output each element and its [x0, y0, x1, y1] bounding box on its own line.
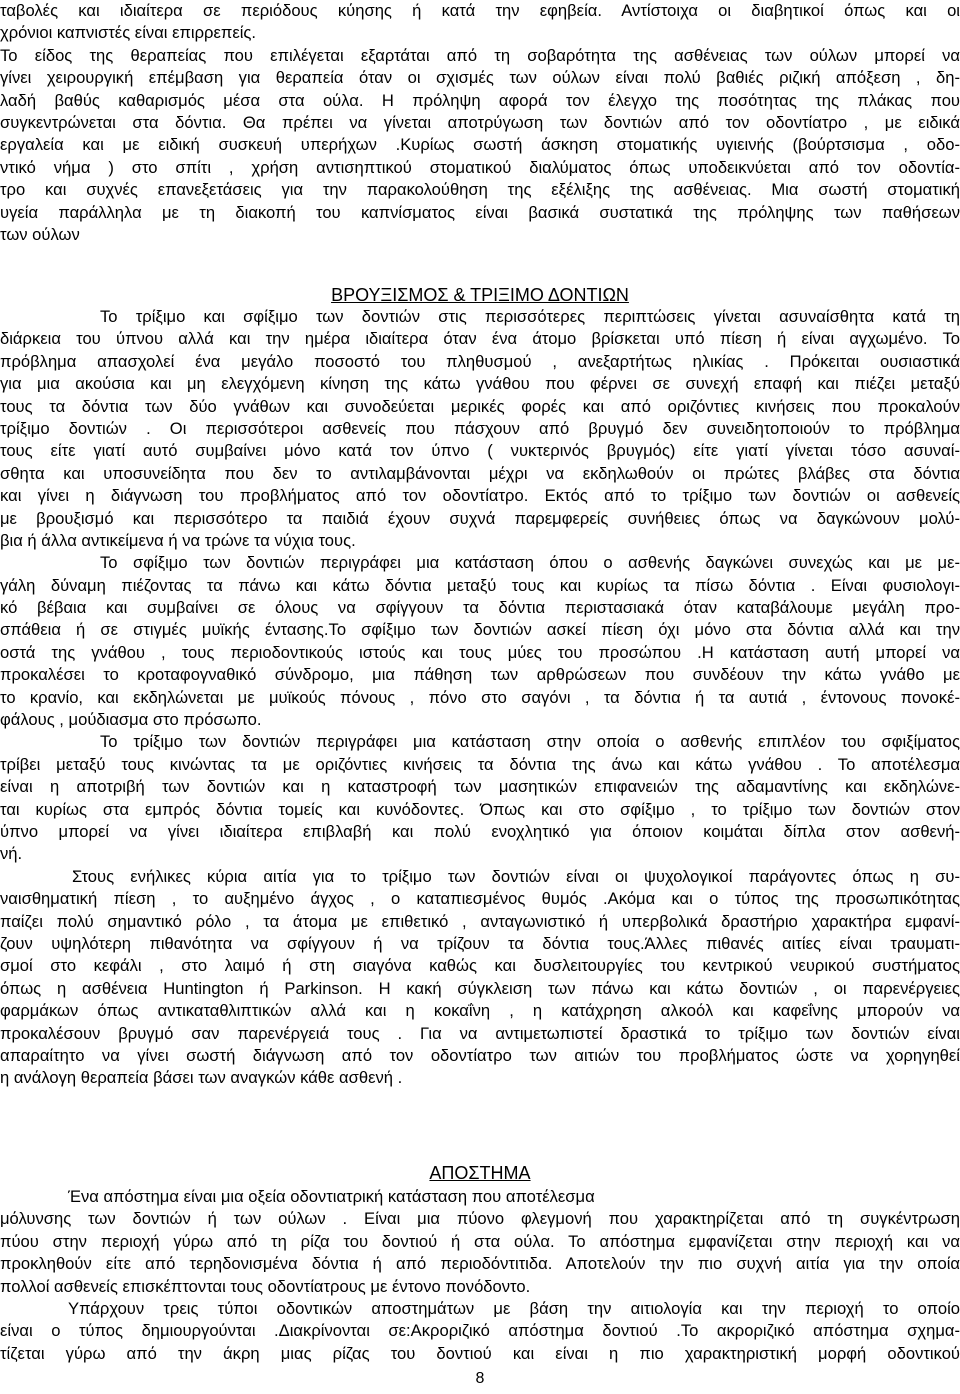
text-line: ναισθηματική πίεση , το αυξημένο άγχος , ο καταπιεσμένος θυμός .Ακόμα και ο τύπος της προσωπικότητας	[0, 889, 960, 909]
text-line: κό βέβαια και συμβαίνει σε όλους να σφίγγουν τα δόντια περιστασιακά όταν καταβάλουμε μεγάλη προ-	[0, 598, 960, 618]
text-line: ζουν υψηλότερη πιθανότητα να σφίγγουν ή να τρίζουν τα δόντια τους.Άλλες πιθανές αιτίες είναι τραυματι-	[0, 933, 960, 953]
text-line: λαδή βαθύς καθαρισμός μέσα στα ούλα. Η πρόληψη αφορά τον έλεγχο της ποσότητας της πλάκας που	[0, 90, 960, 110]
text-line: και γίνει η διάγνωση του προβλήματος από τον οδοντίατρο. Εκτός από το τρίξιμο των δοντιών οι ασθενείς	[0, 486, 960, 506]
text-line: σθητα και υποσυνείδητα που δεν το αντιλαμβάνονται μέχρι να εκδηλωθούν οι πρώτες βλάβες στα δόντια	[0, 463, 960, 483]
text-line: ντικό νήμα ) στο σπίτι , χρήση αντισηπτικού στοματικού διαλύματος όπως υποδεικνύεται από τον οδοντία-	[0, 157, 960, 177]
text-line: Το σφίξιμο των δοντιών περιγράφει μια κατάσταση όπου ο ασθενής δαγκώνει συνεχώς και με με-	[100, 553, 960, 573]
intro-paragraph	[0, 0, 960, 45]
text-line: προκληθούν είτε από τερηδονισμένα δόντια ή από περιοδόντιτιδα. Αποτελούν την πιο συχνή αιτία για την οποία	[0, 1254, 960, 1274]
text-line: είναι ο τύπος δημιουργούνται .Διακρίνονται σε:Ακροριζικό απόστημα δοντιού .Το ακροριζικό απόστημα σχημα-	[0, 1321, 960, 1341]
page-number: 8	[475, 1370, 485, 1387]
text-line: βια ή άλλα αντικείμενα ή να τρώνε τα νύχια τους.	[0, 530, 356, 550]
periodontal-paragraph	[0, 45, 960, 247]
text-line: φάλους , μούδιασμα στο πρόσωπο.	[0, 710, 262, 730]
text-line: Υπάρχουν τρεις τύποι οδοντικών αποστημάτων με βάση την αιτιολογία και την περιοχή το οποίο	[68, 1298, 960, 1318]
text-line: νή.	[0, 844, 23, 864]
text-line: ταβολές και ιδιαίτερα σε περιόδους κύησης ή κατά την εφηβεία. Αντίστοιχα οι διαβητικοί όπως και οι	[0, 1, 960, 20]
text-line: Το τρίξιμο και σφίξιμο των δοντιών στις περισσότερες περιπτώσεις γίνεται ασυναίσθητα κατά τη	[100, 307, 960, 326]
text-line: με βρουξισμό και περισσότερο τα παιδιά έχουν συχνά παρεμφερείς συνήθειες όπως να δαγκώνουν μολύ-	[0, 508, 960, 528]
abscess-heading: ΑΠΟΣΤΗΜΑ	[429, 1163, 531, 1183]
text-line: οστά της γνάθου , τους περιοδοντικούς ιστούς και τους μύες του προσώπου .Η κατάσταση αυτή μπορεί να	[0, 642, 960, 662]
text-line: τίζεται γύρω από την άκρη μιας ρίζας του δοντιού και είναι η πιο χαρακτηριστική μορφή οδοντικού	[0, 1343, 960, 1363]
bruxism-section	[0, 306, 960, 1090]
text-line: τρο και συχνές επανεξετάσεις για την παρακολούθηση της εξέλιξης της ασθένειας. Μια σωστή στοματική	[0, 180, 960, 200]
bruxism-heading: ΒΡΟΥΞΙΣΜΟΣ & ΤΡΙΞΙΜΟ ΔΟΝΤΙΩΝ	[331, 285, 629, 305]
text-line: πολλοί ασθενείς επισκέπτονται τους οδοντίατρους με έντονο πονόδοντο.	[0, 1276, 531, 1296]
text-line: μόλυνσης των δοντιών ή των ούλων . Είναι μια πύονο φλεγμονή που χαρακτηρίζεται από τη συγκέντρωση	[0, 1209, 960, 1229]
text-line: η ανάλογη θεραπεία βάσει των αναγκών κάθε ασθενή .	[0, 1068, 403, 1088]
text-line: σπάθεια ή σε στιγμές μυϊκής έντασης.Το σφίξιμο των δοντιών ασκεί πίεση όχι μόνο στα δόντια αλλά και την	[0, 620, 960, 640]
text-line: ται κυρίως στα εμπρός δόντια τομείς και κυνόδοντες. Όπως και στο σφίξιμο , το τρίξιμο των δοντιών στον	[0, 799, 960, 819]
text-line: ύπνο μπορεί να γίνει ιδιαίτερα επιβλαβή και πολύ ενοχλητικό για όποιον κοιμάται δίπλα στον ασθενή-	[0, 821, 960, 841]
text-line: γάλη δύναμη πιέζοντας τα πάνω και κάτω δόντια μεταξύ τους και κυρίως τα πίσω δόντια . Είναι φυσιολογι-	[0, 575, 960, 595]
text-line: των ούλων	[0, 224, 80, 244]
text-line: προκαλέσουν βρυγμό σαν παρενέργειά τους . Για να αντιμετωπιστεί δραστικά το τρίξιμο των δοντιών είναι	[0, 1023, 960, 1043]
text-line: προκαλέσει το κροταφογναθικό σύνδρομο, μια πάθηση των αρθρώσεων που συνδέουν την κάτω γνάθο με	[0, 665, 960, 685]
text-line: τρίξιμο δοντιών . Οι περισσότεροι ασθενείς που πάσχουν από βρυγμό δεν συνειδητοποιούν το πρόβλημα	[0, 418, 960, 438]
text-line: Στους ενήλικες κύρια αιτία για το τρίξιμο των δοντιών είναι οι ψυχολογικοί παράγοντες όπως η συ-	[72, 866, 960, 886]
text-line: συγκεντρώνεται στα δόντια. Θα πρέπει να γίνεται αποτρύγωση των δοντιών από τον οδοντίατρο , με ειδικά	[0, 112, 960, 132]
text-line: τους τα δόντια των δύο γνάθων και συνοδεύεται μερικές φορές και από οριζόντιες κινήσεις που προκαλούν	[0, 396, 960, 416]
text-line: φαρμάκων όπως αντικαταθλιπτικών αλλά και η κοκαΐνη , η κατάχρηση αλκοόλ και καφεΐνης μπορούν να	[0, 1001, 960, 1021]
text-line: γίνει χειρουργική επέμβαση για θεραπεία όταν οι σχισμές των ούλων είναι πολύ βαθιές ριζική απόξεση , δη-	[0, 68, 960, 88]
text-line: όπως η ασθένεια Huntington ή Parkinson. Η κακή σύγκλειση των πάνω και κάτω δοντιών , οι παρενέργειες	[0, 978, 960, 998]
text-line: εργαλεία και με ειδική συσκευή υπερήχων .Κυρίως σωστή άσκηση στοματικής υγιεινής (βούρτσισμα , οδο-	[0, 135, 960, 155]
text-line: υγεία παράλληλα με τη διακοπή του καπνίσματος είναι βασικά συστατικά της πρόληψης των παθήσεων	[0, 202, 960, 222]
text-line: παίζει πολύ σημαντικό ρόλο , τα άτομα με επιθετικό , ανταγωνιστικό ή υπερβολικά δραστήριο χαρακτήρα εμφανί-	[0, 911, 960, 931]
text-line: Το είδος της θεραπείας που επιλέγεται εξαρτάται από τη σοβαρότητα της ασθένειας των ούλων μπορεί να	[0, 45, 960, 65]
text-line: απαραίτητο να γίνει σωστή διάγνωση από τον οδοντίατρο των αιτιών του προβλήματος ώστε να χορηγηθεί	[0, 1045, 960, 1065]
text-line: σμοί στο κεφάλι , στο λαιμό ή στη σιαγόνα καθώς και δυσλειτουργίες του κεντρικού νευρικού συστήματος	[0, 956, 960, 976]
text-line: χρόνιοι καπνιστές είναι επιρρεπείς.	[0, 23, 257, 43]
text-line: διάρκεια του ύπνου αλλά και την ημέρα ιδιαίτερα όταν ένα άτομο βρίσκεται υπό πίεση ή είναι αγχωμένο. Το	[0, 329, 960, 349]
text-line: για μια ακούσια και μη ελεγχόμενη κίνηση της κάτω γνάθου που φέρνει σε συνεχή επαφή και πιέζει μεταξύ	[0, 374, 960, 394]
text-line: Το τρίξιμο των δοντιών περιγράφει μια κατάσταση στην οποία ο ασθενής επιπλέον του σφιξίματος	[100, 732, 960, 752]
abscess-section	[0, 1186, 960, 1365]
text-line: Ένα απόστημα είναι μια οξεία οδοντιατρική κατάσταση που αποτέλεσμα	[68, 1187, 595, 1206]
text-line: τρίβει μεταξύ τους κινώντας τα με οριζόντιες κινήσεις τα δόντια της άνω και κάτω γνάθου . Το αποτέλεσμα	[0, 754, 960, 774]
text-line: πρόβλημα απασχολεί ένα μεγάλο ποσοστό του πληθυσμού , ανεξαρτήτως ηλικίας . Πρόκειται ουσιαστικά	[0, 351, 960, 371]
text-line: τους είτε γιατί αυτό συμβαίνει μόνο κατά τον ύπνο ( νυκτερινός βρυγμός) είτε γιατί γίνεται τόσο ασυναί-	[0, 441, 960, 461]
text-line: το κρανίο, και εκδηλώνεται με μυϊκούς πόνους , πόνο στο σαγόνι , τα δόντια ή τα αυτιά , έντονους πονοκέ-	[0, 687, 960, 707]
text-line: πύου στην περιοχή γύρω από τη ρίζα του δοντιού ή στα ούλα. Το απόστημα εμφανίζεται στην περιοχή και να	[0, 1231, 960, 1251]
text-line: είναι η αποτριβή των δοντιών και η καταστροφή των μασητικών επιφανειών της αδαμαντίνης και εκδηλώνε-	[0, 777, 960, 797]
